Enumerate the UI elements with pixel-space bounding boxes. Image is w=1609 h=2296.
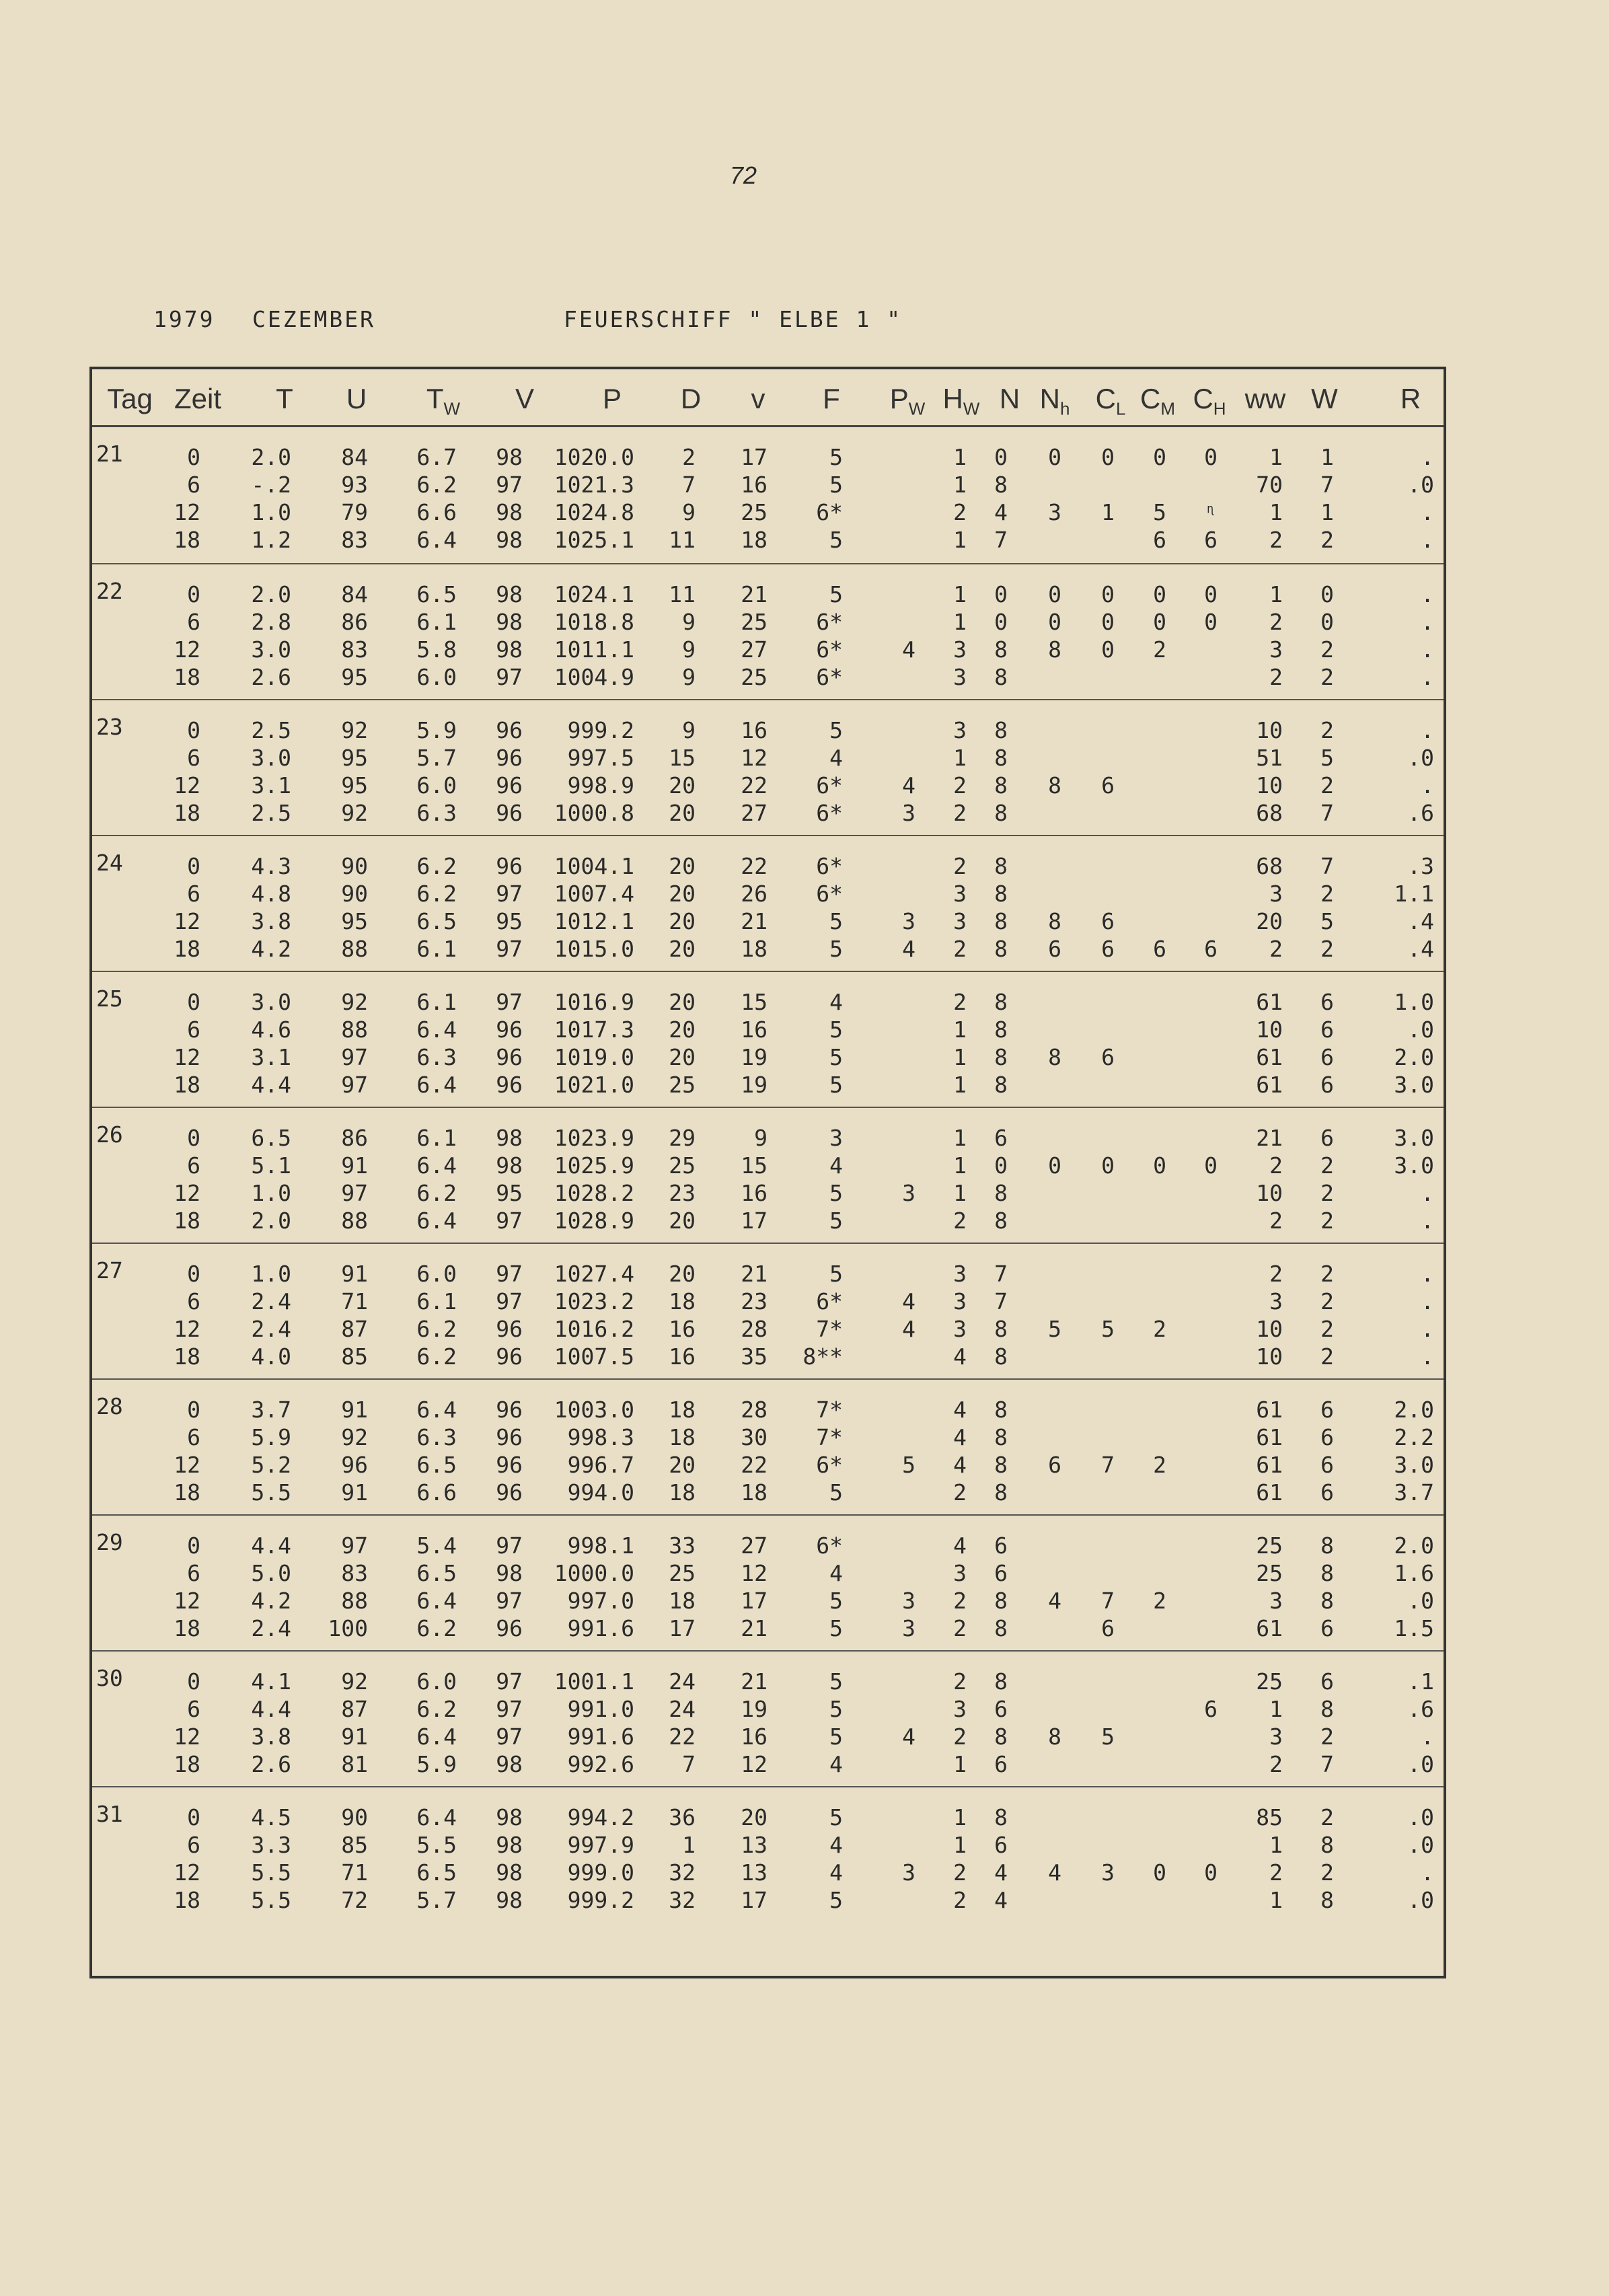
table-row: 18 2.4 100 6.2 96 991.6 17 21 5 3 2 8 6 61 6 1.5	[174, 1615, 1434, 1641]
table-row: 0 2.0 84 6.7 98 1020.0 2 17 5 1 0 0 0 0 0 1 1 .	[187, 444, 1434, 470]
table-row: 6 2.8 86 6.1 98 1018.8 9 25 6* 1 0 0 0 0 0 2 0 .	[187, 609, 1434, 635]
table-row: 12 1.0 79 6.6 98 1024.8 9 25 6* 2 4 3 1 5 ᶯ 1 1 .	[174, 499, 1434, 525]
day-label: 26	[96, 1121, 123, 1148]
day-block-26	[92, 1107, 1444, 1243]
day-block-25	[92, 971, 1444, 1107]
table-row: 6 5.9 92 6.3 96 998.3 18 30 7* 4 8 61 6 2.2	[187, 1424, 1434, 1450]
table-row: 12 5.2 96 6.5 96 996.7 20 22 6* 5 4 8 6 7 2 61 6 3.0	[174, 1452, 1434, 1478]
day-label: 28	[96, 1393, 123, 1419]
day-label: 29	[96, 1529, 123, 1555]
table-row: 0 4.4 97 5.4 97 998.1 33 27 6* 4 6 25 8 2.0	[187, 1532, 1434, 1559]
day-block-28	[92, 1378, 1444, 1514]
header-month: CEZEMBER	[252, 306, 375, 332]
day-block-24	[92, 835, 1444, 971]
table-row: 6 4.4 87 6.2 97 991.0 24 19 5 3 6 6 1 8 .6	[187, 1696, 1434, 1722]
header-station: FEUERSCHIFF " ELBE 1 "	[564, 306, 903, 332]
header-year: 1979	[153, 306, 215, 332]
page-number: 72	[730, 161, 757, 189]
table-row: 0 3.0 92 6.1 97 1016.9 20 15 4 2 8 61 6 1.0	[187, 989, 1434, 1015]
day-label: 23	[96, 714, 123, 740]
table-row: 0 1.0 91 6.0 97 1027.4 20 21 5 3 7 2 2 .	[187, 1261, 1434, 1287]
day-block-23	[92, 699, 1444, 835]
table-row: 12 3.8 95 6.5 95 1012.1 20 21 5 3 3 8 8 6 20 5 .4	[174, 908, 1434, 934]
table-row: 6 3.0 95 5.7 96 997.5 15 12 4 1 8 51 5 .0	[187, 745, 1434, 771]
table-row: 12 3.1 95 6.0 96 998.9 20 22 6* 4 2 8 8 6 10 2 .	[174, 772, 1434, 799]
table-row: 0 4.3 90 6.2 96 1004.1 20 22 6* 2 8 68 7 .3	[187, 853, 1434, 879]
table-row: 6 3.3 85 5.5 98 997.9 1 13 4 1 6 1 8 .0	[187, 1832, 1434, 1858]
table-row: 6 4.8 90 6.2 97 1007.4 20 26 6* 3 8 3 2 1.1	[187, 881, 1434, 907]
table-row: 12 2.4 87 6.2 96 1016.2 16 28 7* 4 3 8 5 5 2 10 2 .	[174, 1316, 1434, 1342]
table-row: 18 2.6 95 6.0 97 1004.9 9 25 6* 3 8 2 2 .	[174, 664, 1434, 690]
weather-table	[89, 367, 1446, 1978]
table-row: 6 -.2 93 6.2 97 1021.3 7 16 5 1 8 70 7 .0	[187, 472, 1434, 498]
table-row: 12 4.2 88 6.4 97 997.0 18 17 5 3 2 8 4 7 2 3 8 .0	[174, 1588, 1434, 1614]
table-row: 6 5.1 91 6.4 98 1025.9 25 15 4 1 0 0 0 0 0 2 2 3.0	[187, 1152, 1434, 1179]
day-label: 22	[96, 578, 123, 604]
day-block-31	[92, 1786, 1444, 1922]
day-block-29	[92, 1514, 1444, 1650]
day-label: 27	[96, 1257, 123, 1284]
table-row: 6 5.0 83 6.5 98 1000.0 25 12 4 3 6 25 8 1.6	[187, 1560, 1434, 1586]
table-row: 18 1.2 83 6.4 98 1025.1 11 18 5 1 7 6 6 2 2 .	[174, 527, 1434, 553]
day-label: 21	[96, 441, 123, 467]
table-row: 0 2.0 84 6.5 98 1024.1 11 21 5 1 0 0 0 0 0 1 0 .	[187, 581, 1434, 607]
day-block-21	[92, 427, 1444, 563]
table-row: 0 6.5 86 6.1 98 1023.9 29 9 3 1 6 21 6 3.0	[187, 1125, 1434, 1151]
day-block-22	[92, 563, 1444, 699]
table-row: 0 4.1 92 6.0 97 1001.1 24 21 5 2 8 25 6 .1	[187, 1668, 1434, 1695]
table-row: 18 4.4 97 6.4 96 1021.0 25 19 5 1 8 61 6 3.0	[174, 1072, 1434, 1098]
table-row: 12 3.0 83 5.8 98 1011.1 9 27 6* 4 3 8 8 0 2 3 2 .	[174, 636, 1434, 663]
table-row: 6 2.4 71 6.1 97 1023.2 18 23 6* 4 3 7 3 2 .	[187, 1288, 1434, 1314]
table-row: 6 4.6 88 6.4 96 1017.3 20 16 5 1 8 10 6 .0	[187, 1016, 1434, 1043]
table-row: 12 3.1 97 6.3 96 1019.0 20 19 5 1 8 8 6 61 6 2.0	[174, 1044, 1434, 1070]
table-row: 12 5.5 71 6.5 98 999.0 32 13 4 3 2 4 4 3 0 0 2 2 .	[174, 1859, 1434, 1886]
table-row: 18 5.5 91 6.6 96 994.0 18 18 5 2 8 61 6 3.7	[174, 1479, 1434, 1506]
table-row: 18 2.6 81 5.9 98 992.6 7 12 4 1 6 2 7 .0	[174, 1751, 1434, 1777]
day-label: 25	[96, 986, 123, 1012]
day-label: 31	[96, 1801, 123, 1827]
table-row: 18 2.5 92 6.3 96 1000.8 20 27 6* 3 2 8 68 7 .6	[174, 800, 1434, 826]
table-row: 18 5.5 72 5.7 98 999.2 32 17 5 2 4 1 8 .0	[174, 1887, 1434, 1913]
day-block-30	[92, 1650, 1444, 1786]
day-label: 24	[96, 850, 123, 876]
table-row: 0 4.5 90 6.4 98 994.2 36 20 5 1 8 85 2 .0	[187, 1804, 1434, 1830]
column-header-row: Tag Zeit T U $T_W$ V P D v F $P_W$ $H_W$ N $N_h$ $C_L$ $C_M$ $C_H$ ww W R	[92, 369, 1444, 427]
table-row: 18 2.0 88 6.4 97 1028.9 20 17 5 2 8 2 2 .	[174, 1208, 1434, 1234]
table-row: 18 4.2 88 6.1 97 1015.0 20 18 5 4 2 8 6 6 6 6 2 2 .4	[174, 936, 1434, 962]
table-row: 12 3.8 91 6.4 97 991.6 22 16 5 4 2 8 8 5 3 2 .	[174, 1724, 1434, 1750]
day-block-27	[92, 1243, 1444, 1378]
table-row: 0 2.5 92 5.9 96 999.2 9 16 5 3 8 10 2 .	[187, 717, 1434, 743]
table-row: 18 4.0 85 6.2 96 1007.5 16 35 8** 4 8 10 2 .	[174, 1343, 1434, 1370]
day-label: 30	[96, 1665, 123, 1691]
table-row: 0 3.7 91 6.4 96 1003.0 18 28 7* 4 8 61 6 2.0	[187, 1397, 1434, 1423]
table-row: 12 1.0 97 6.2 95 1028.2 23 16 5 3 1 8 10 2 .	[174, 1180, 1434, 1206]
